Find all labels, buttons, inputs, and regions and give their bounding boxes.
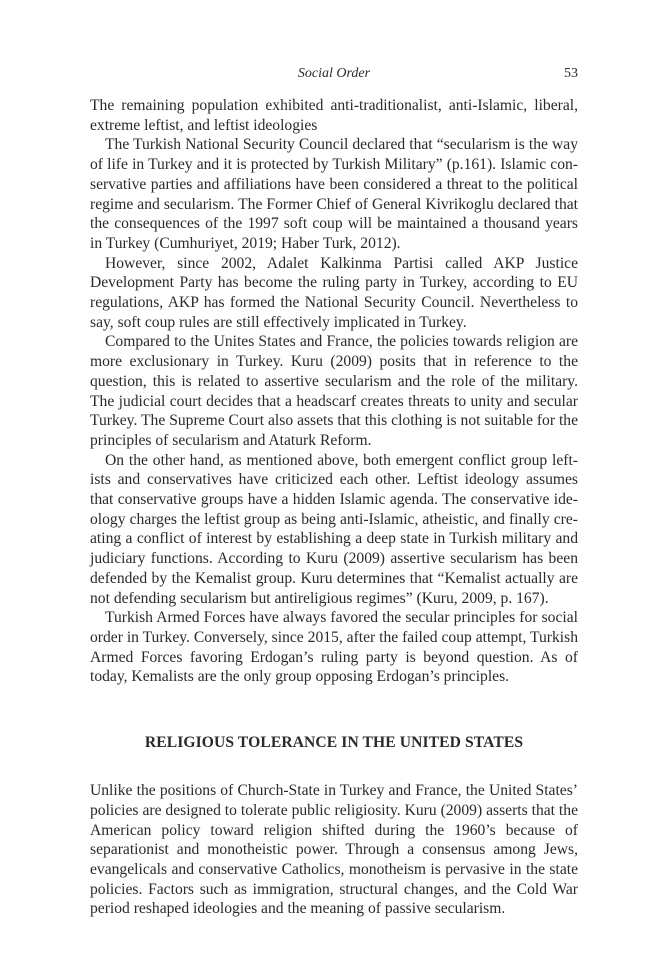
paragraph-security-council: The Turkish National Security Council declared that “secularism is the way of life in Turkey and it is protected by Turkish Military” (p.161). Islamic conservative parties and affiliations have been considered a threat to the political regime and secularism. The Former Chief of General Kivrikoglu declared that the consequences of the 1997 soft coup will be maintained a thousand years in Turkey (Cumhuriyet, 2019; Haber Turk, 2012). xyxy=(90,136,578,252)
paragraph-united-states: Unlike the positions of Church-State in Turkey and France, the United States’ policies are designed to tolerate public religiosity. Kuru (2009) asserts that the American policy toward religion shifted during the 1960’s because of separationist and monotheistic power. Through a consensus among Jews, evangelicals and conservative Catholics, monotheism is pervasive in the state policies. Factors such as immigration, structural changes, and the Cold War period reshaped ideologies and the meaning of passive secularism. xyxy=(90,782,578,918)
running-title: Social Order xyxy=(297,66,371,81)
paragraph-akp: However, since 2002, Adalet Kalkinma Partisi called AKP Justice Development Party has become the ruling party in Turkey, according to EU regulations, AKP has formed the National Security Council. Nevertheless to say, soft coup rules are still effectively implicated in Turkey. xyxy=(90,254,578,331)
paragraph-armed-forces: Turkish Armed Forces have always favored the secular principles for social order in Turkey. Conversely, since 2015, after the failed coup attempt, Turkish Armed Forces favoring Erdogan’s ruling party is beyond question. As of today, Kemalists are the only group opposing Erdogan’s principles. xyxy=(90,609,578,686)
section-heading: RELIGIOUS TOLERANCE IN THE UNITED STATES xyxy=(144,734,524,752)
body-text xyxy=(90,96,578,919)
page-number: 53 xyxy=(564,66,578,81)
paragraph-conflict-groups: On the other hand, as mentioned above, both emergent conflict group leftists and conservatives have criticized each other. Leftist ideology assumes that conservative groups have a hidden Islamic agenda. The conservative ideology charges the leftist group as being anti-Islamic, atheistic, and finally creating a conflict of interest by establishing a deep state in Turkish military and judiciary functions. According to Kuru (2009) assertive secularism has been defended by the Kemalist group. Kuru determines that “Kemalist actually are not defending secularism but antireligious regimes” (Kuru, 2009, p. 167). xyxy=(90,451,578,607)
paragraph-exclusionary-policies: Compared to the Unites States and France, the policies towards religion are more exclusionary in Turkey. Kuru (2009) posits that in reference to the question, this is related to assertive secularism and the role of the military. The judicial court decides that a headscarf creates threats to unity and secular Turkey. The Supreme Court also assets that this clothing is not suitable for the principles of secularism and Ataturk Reform. xyxy=(90,333,578,449)
running-head xyxy=(90,66,578,86)
paragraph-continued: The remaining population exhibited anti-traditionalist, anti-Islamic, liberal, extreme leftist, and leftist ideologies xyxy=(90,97,578,134)
